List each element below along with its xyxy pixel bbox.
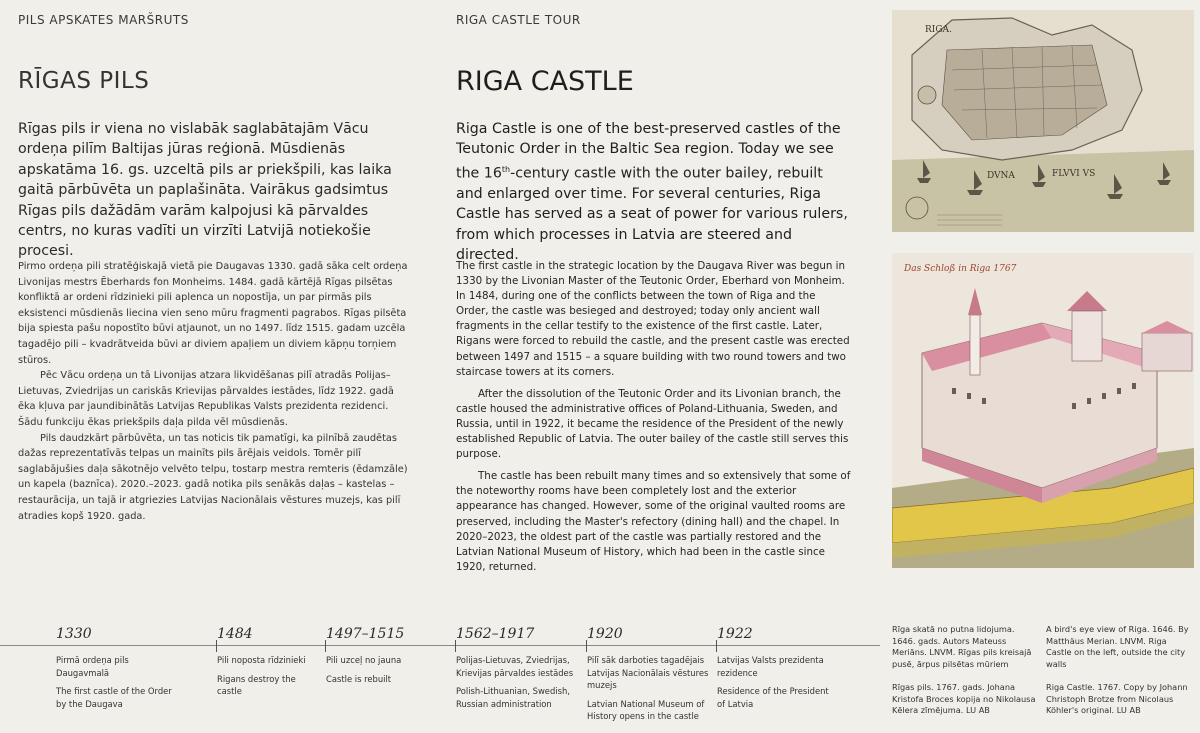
timeline-entry-lv: Polijas-Lietuvas, Zviedrijas, Krievijas pārvaldes iestādes — [456, 655, 574, 678]
body-en-p1: The first castle in the strategic location by the Daugava River was begun in 1330 by the Livonian Master of the Teutonic Order, Eberhard von Monheim. In 1484, during one of the conflicts between the town of Riga and the Order, the castle was besieged and destroyed; today only ancient wall fragments in the cellar testify to the existence of the first castle. Later, Rigans were forced to rebuild the castle, and the present castle was erected between 1497 and 1515 – a square building with two round towers and two staircase towers at its corners. — [456, 260, 850, 378]
timeline-tick — [716, 640, 717, 652]
body-lv — [18, 259, 413, 524]
timeline-year-1484: 1484 — [217, 626, 253, 642]
riga-castle-drawing — [892, 253, 1194, 568]
caption-map-lv: Rīga skatā no putna lidojuma. 1646. gads. Autors Mateuss Meriāns. LNVM. Rīgas pils kreisajā pusē, ārpus pilsētas mūriem — [892, 624, 1032, 670]
timeline-tick — [325, 640, 326, 652]
timeline-entry-1920 — [587, 654, 709, 723]
castle-spire-tower — [970, 315, 980, 375]
riga-map-image — [892, 10, 1194, 232]
lead-en — [456, 119, 851, 266]
timeline-tick — [216, 640, 217, 652]
timeline-year-1920: 1920 — [587, 626, 623, 642]
timeline-entry-en: Castle is rebuilt — [326, 673, 392, 684]
map-label-duna: DVNA — [987, 171, 1015, 181]
timeline-entry-1497-1515 — [326, 654, 436, 685]
caption-castle-en: Riga Castle. 1767. Copy by Johann Christoph Brotze from Nicolaus Köhler's original. LU AB — [1046, 682, 1188, 716]
timeline-entry-1562-1917 — [456, 654, 578, 710]
timeline-entry-lv: Pili uzceļ no jauna — [326, 655, 402, 665]
lead-en-b: -century castle with the outer bailey, rebuilt and enlarged over time. For several centuries, Riga Castle has served as a seat of power for various rulers, from which processes in Latvia are steered and directed. — [456, 165, 848, 264]
timeline-entry-lv: Pirmā ordeņa pils Daugavmalā — [56, 655, 129, 678]
timeline-entry-1330 — [56, 654, 174, 710]
body-en-p3: The castle has been rebuilt many times and so extensively that some of the noteworthy rooms have been completely lost and the exterior appearance has changed. However, some of the original vaulted rooms are preserved, including the Master's refectory (dining hall) and the chapel. In 2020–2023, the oldest part of the castle was partially restored and the Latvian National Museum of History, which had been in the castle since 1920, returned. — [456, 470, 851, 573]
body-en — [456, 259, 851, 575]
timeline-entry-1484 — [217, 654, 317, 698]
caption-map-en: A bird's eye view of Riga. 1646. By Matthäus Merian. LNVM. Riga Castle on the left, outside the city walls — [1046, 624, 1189, 670]
timeline-year-1330: 1330 — [56, 626, 92, 642]
body-lv-p2: Pēc Vācu ordeņa un tā Livonijas atzara likvidēšanas pilī atradās Polijas–Lietuvas, Zviedrijas un cariskās Krievijas pārvaldes iestādes, līdz 1922. gadā ēka kļuva par jaundibinātās Latvijas Republikas Valsts prezidenta rezidenci. Šādu funkciju ēkas priekšpils daļa pilda vēl mūsdienās. — [18, 370, 394, 428]
body-lv-p3: Pils daudzkārt pārbūvēta, un tas noticis tik pamatīgi, ka pilnībā zaudētas dažas reprezentatīvās telpas un mainīts pils ārējais veidols. Tomēr pilī saglabājušies daļa sākotnējo velvēto telpu, tostarp mestra remteris (ēdamzāle) un kapela (baznīca). 2020.–2023. gadā notika pils senākās daļas – kastelas – restaurācija, un tajā ir atgriezies Latvijas Nacionālais vēstures muzejs, kas pilī atradies kopš 1920. gada. — [18, 432, 408, 522]
timeline-year-1562-1917: 1562–1917 — [456, 626, 535, 642]
title-lv: RĪGAS PILS — [18, 68, 150, 94]
body-en-p2: After the dissolution of the Teutonic Order and its Livonian branch, the castle housed the administrative offices of Poland-Lithuania, Sweden, and Russia, until in 1922, it became the residence of the President of the newly established Republic of Latvia. The outer bailey of the castle still serves this purpose. — [456, 387, 849, 461]
timeline-entry-lv: Pili noposta rīdzinieki — [217, 655, 306, 665]
map-label-fluvius: FLVVI VS — [1052, 169, 1096, 179]
castle-side-building — [1142, 333, 1192, 371]
timeline-year-1497-1515: 1497–1515 — [326, 626, 405, 642]
timeline-tick — [455, 640, 456, 652]
kicker-en: RIGA CASTLE TOUR — [456, 13, 581, 27]
title-en: RIGA CASTLE — [456, 66, 634, 97]
lead-lv: Rīgas pils ir viena no vislabāk saglabātajām Vācu ordeņa pilīm Baltijas jūras reģionā. Mūsdienās apskatāma 16. gs. uzceltā pils ar priekšpili, kas laika gaitā pārbūvēta un paplašināta. Vairākus gadsimtus Rīgas pils dažādām varām kalpojusi kā pārvaldes centrs, no kuras vadīti un virzīti Latvijā notiekošie procesi. — [18, 121, 392, 260]
map-label-riga: RIGA. — [925, 25, 952, 35]
map-castle-marker — [918, 86, 936, 104]
castle-east-tower — [1072, 311, 1102, 361]
timeline-entry-en: Rigans destroy the castle — [217, 673, 296, 696]
caption-castle-lv: Rīgas pils. 1767. gads. Johana Kristofa Broces kopija no Nikolausa Kēlera zīmējuma. LU AB — [892, 682, 1036, 716]
timeline-year-1922: 1922 — [717, 626, 753, 642]
timeline-entry-1922 — [717, 654, 835, 710]
timeline-axis — [0, 645, 880, 646]
timeline-entry-en: The first castle of the Order by the Daugava — [56, 686, 172, 709]
timeline-entry-lv: Latvijas Valsts prezidenta rezidence — [717, 655, 824, 678]
timeline-entry-en: Residence of the President of Latvia — [717, 686, 829, 709]
timeline-entry-lv: Pilī sāk darboties tagadējais Latvijas Nacionālais vēstures muzejs — [587, 655, 709, 690]
map-river — [892, 150, 1194, 232]
timeline-tick — [586, 640, 587, 652]
kicker-lv: PILS APSKATES MARŠRUTS — [18, 13, 189, 27]
lead-en-sup: th — [501, 164, 511, 174]
timeline-entry-en: Polish-Lithuanian, Swedish, Russian administration — [456, 686, 570, 709]
castle-drawing-heading: Das Schloß in Riga 1767 — [904, 264, 1017, 274]
timeline-entry-en: Latvian National Museum of History opens in the castle — [587, 698, 705, 721]
body-lv-p1: Pirmo ordeņa pili stratēģiskajā vietā pie Daugavas 1330. gadā sāka celt ordeņa Livonijas mestrs Ēberhards fon Monheims. 1484. gadā kārtējā Rīgas pilsētas konfliktā ar ordeni rīdzinieki pili aplenca un nopostīja, un par pirmās pils eksistenci mūsdienās liecina vien seno mūru fragmenti pagrabos. Rīgas pilsēta bija spiesta pašu nopostīto būvi atjaunot, un no 1497. līdz 1515. gadam uzcēla tagadējo pili – kvadrātveida būvi ar diviem apaļiem un diviem kāpņu torņiem stūros. — [18, 261, 408, 366]
lead-en-a: Riga Castle is one of the best-preserved castles of the Teutonic Order in the Baltic Sea region. Today we see the 16 — [456, 121, 841, 182]
